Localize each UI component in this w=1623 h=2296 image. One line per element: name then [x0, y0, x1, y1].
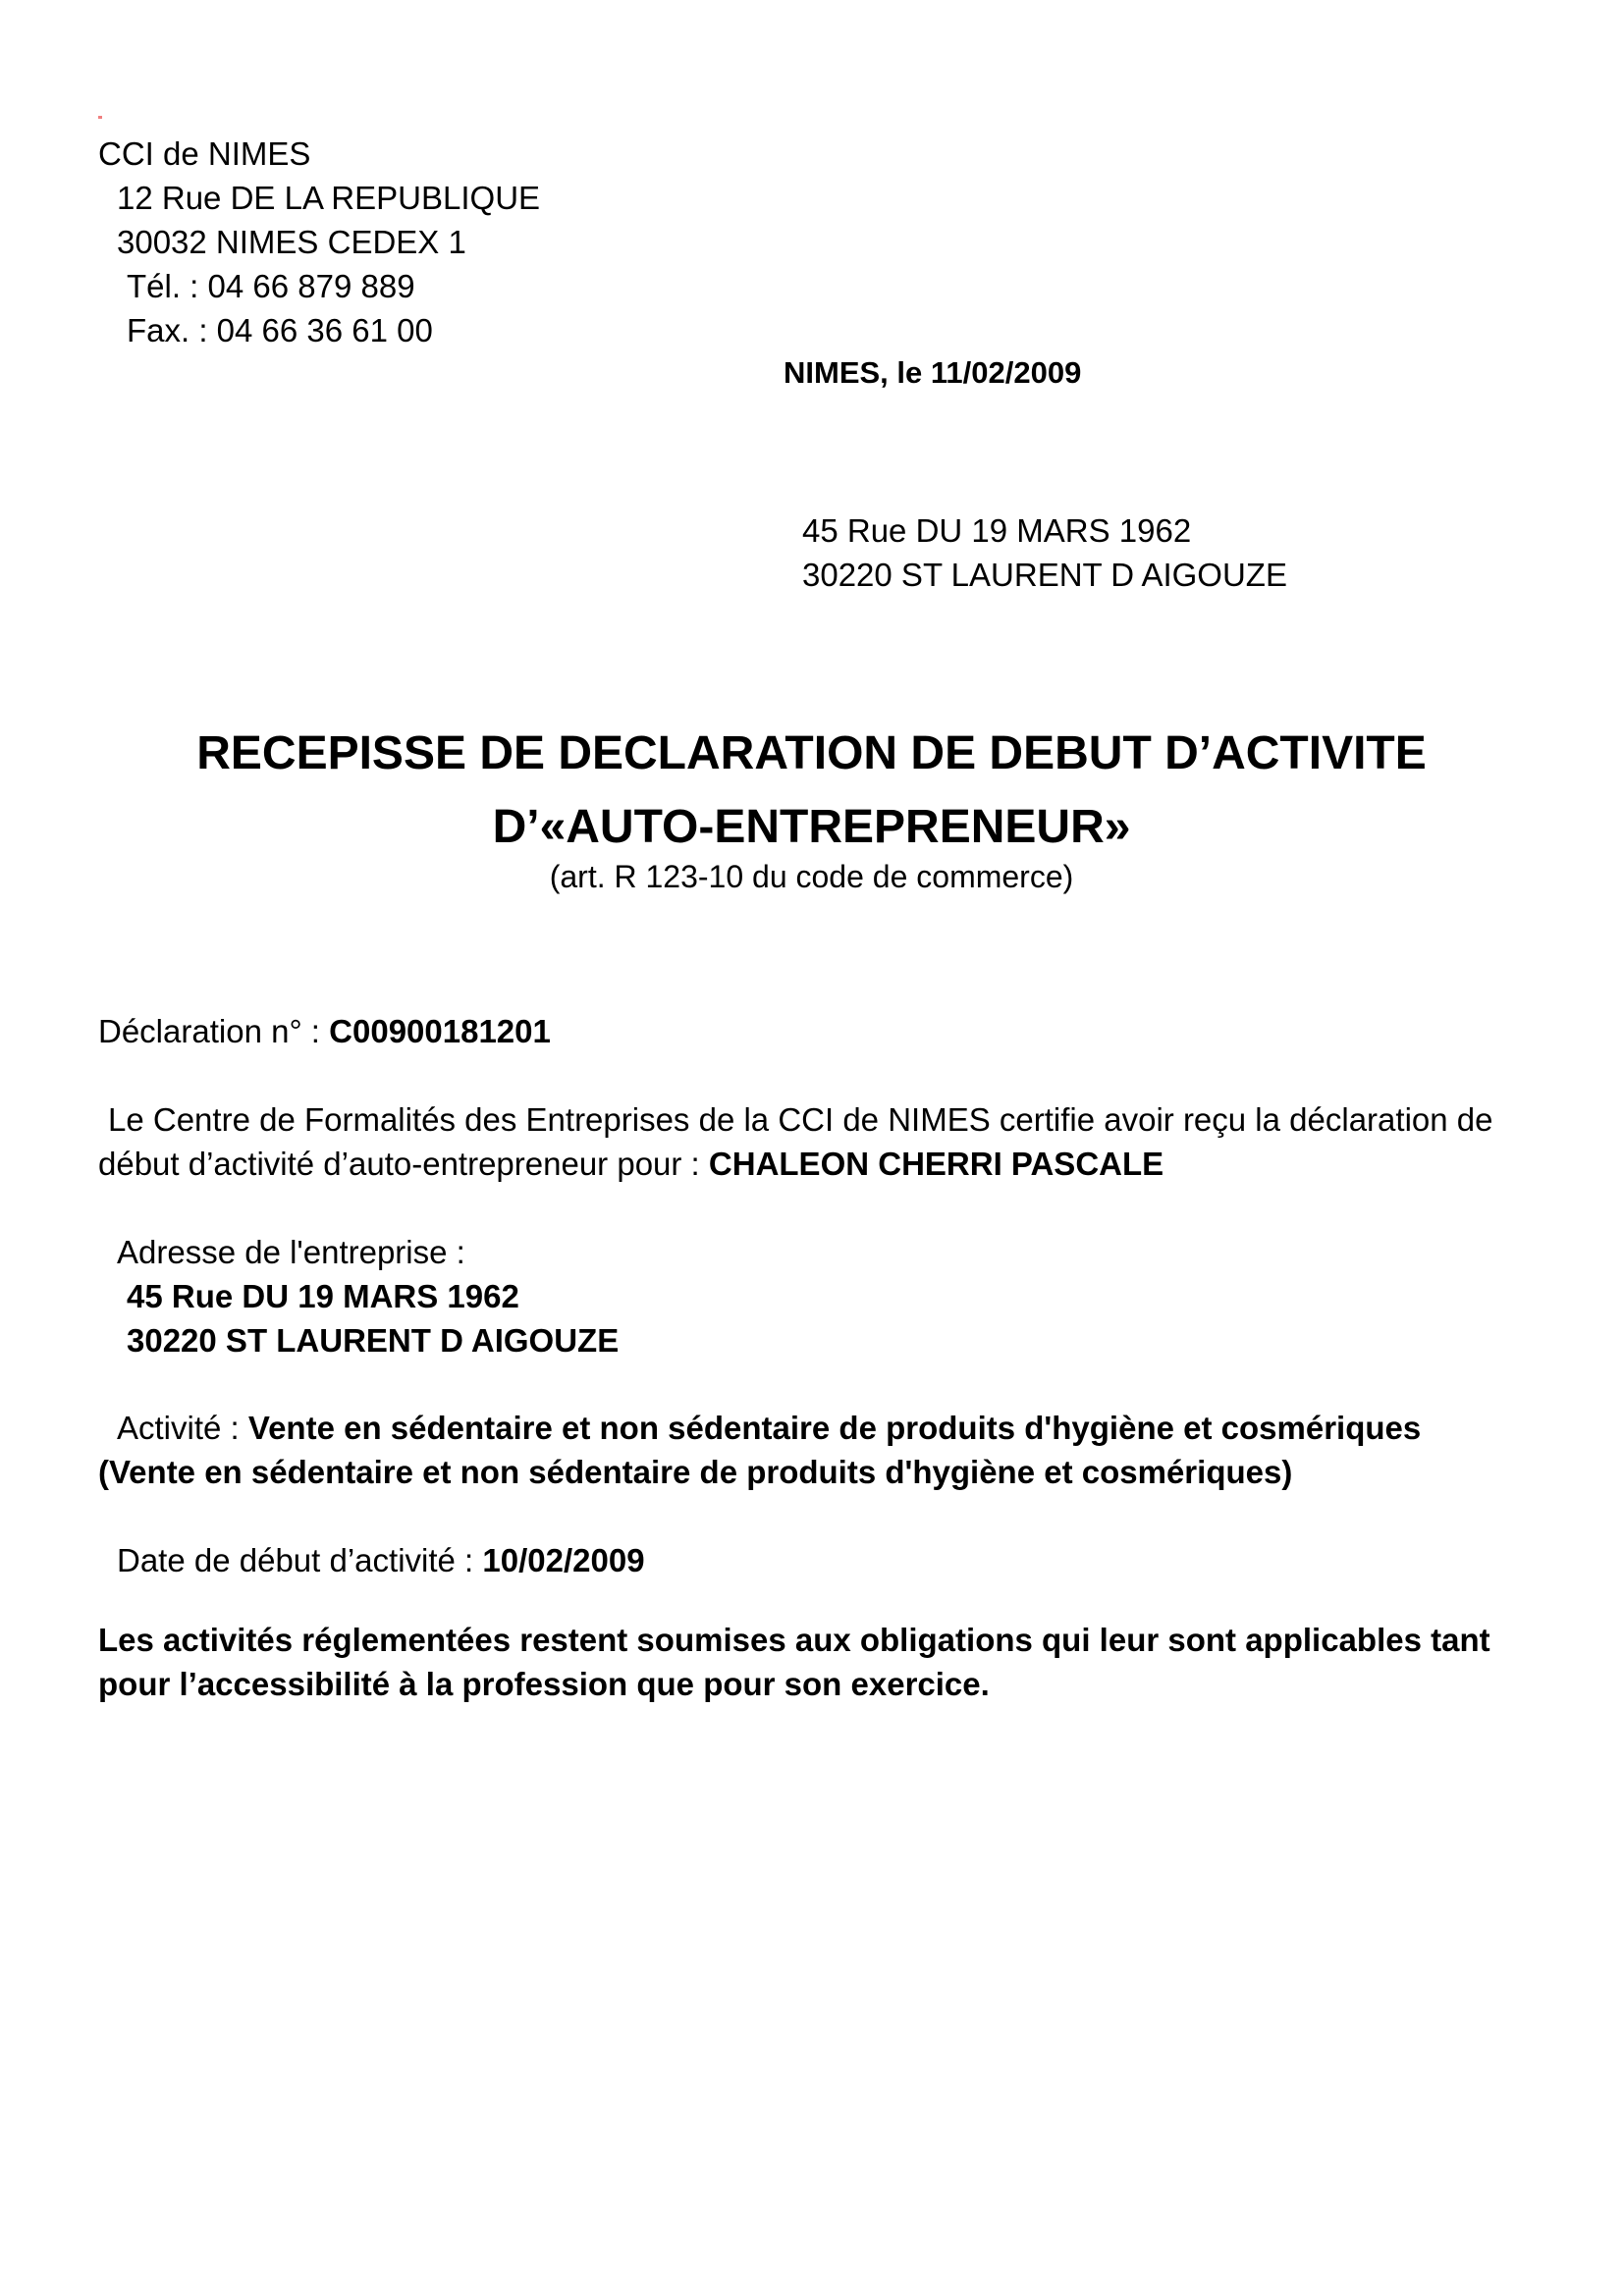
regulatory-notice-line2: pour l’accessibilité à la profession que pour son exercice. — [98, 1666, 990, 1702]
scan-mark — [98, 116, 102, 119]
activity-line — [117, 1409, 1421, 1448]
certification-line1: Le Centre de Formalités des Entreprises de la CCI de NIMES certifie avoir reçu la déclaration de — [108, 1101, 1493, 1138]
place-date: NIMES, le 11/02/2009 — [784, 355, 1082, 390]
sender-tel: Tél. : 04 66 879 889 — [127, 268, 415, 304]
regulatory-notice-line1: Les activités réglementées restent soumises aux obligations qui leur sont applicables tant — [98, 1622, 1490, 1658]
start-date-label: Date de début d’activité : — [117, 1542, 483, 1578]
start-date-line — [117, 1541, 645, 1580]
document-title-line2: D’«AUTO-ENTREPRENEUR» — [492, 801, 1131, 853]
recipient-street: 45 Rue DU 19 MARS 1962 — [802, 512, 1192, 549]
sender-street: 12 Rue DE LA REPUBLIQUE — [117, 180, 541, 216]
certification-prefix: début d’activité d’auto-entrepreneur pour : — [98, 1146, 709, 1182]
activity-value: Vente en sédentaire et non sédentaire de produits d'hygiène et cosmériques — [247, 1410, 1422, 1446]
business-address-label: Adresse de l'entreprise : — [117, 1234, 465, 1270]
start-date-value: 10/02/2009 — [482, 1542, 645, 1578]
activity-detail: (Vente en sédentaire et non sédentaire de produits d'hygiène et cosmériques) — [98, 1454, 1293, 1490]
business-address-city: 30220 ST LAURENT D AIGOUZE — [127, 1322, 620, 1359]
activity-label: Activité : — [117, 1410, 248, 1446]
sender-city: 30032 NIMES CEDEX 1 — [117, 224, 466, 260]
sender-name: CCI de NIMES — [98, 135, 311, 172]
sender-fax: Fax. : 04 66 36 61 00 — [127, 312, 433, 348]
certification-line2 — [98, 1145, 1163, 1184]
document-subtitle: (art. R 123-10 du code de commerce) — [549, 859, 1074, 894]
business-address-street: 45 Rue DU 19 MARS 1962 — [127, 1278, 519, 1314]
declaration-number: C00900181201 — [329, 1013, 551, 1049]
recipient-city: 30220 ST LAURENT D AIGOUZE — [802, 557, 1287, 593]
document-title-line1: RECEPISSE DE DECLARATION DE DEBUT D’ACTIVITE — [196, 727, 1427, 779]
entrepreneur-name: CHALEON CHERRI PASCALE — [708, 1146, 1164, 1182]
declaration-line — [98, 1012, 551, 1051]
declaration-label: Déclaration n° : — [98, 1013, 330, 1049]
